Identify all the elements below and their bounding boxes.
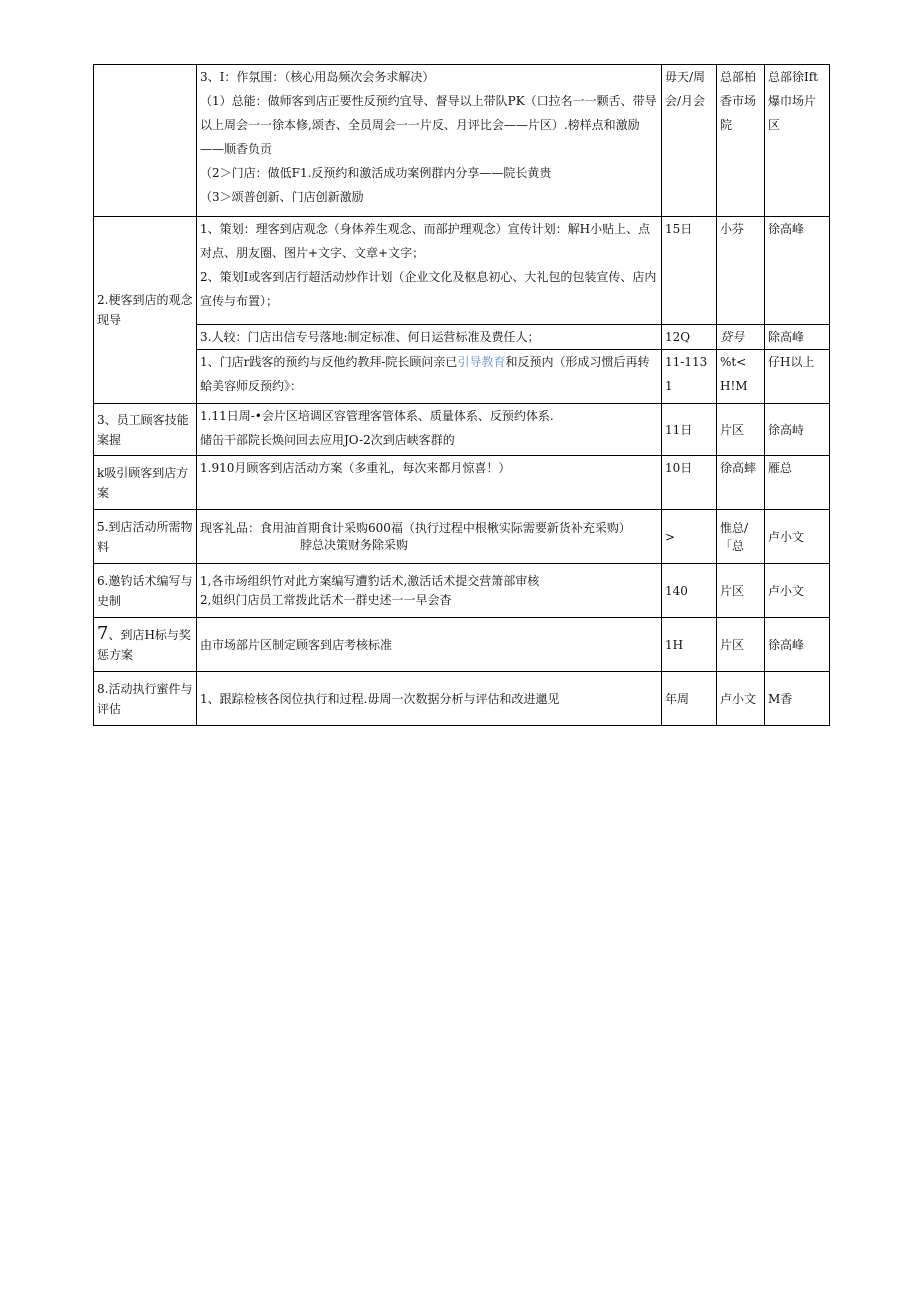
item-text: 、到店H标与奖惩方案 (97, 628, 191, 662)
owner-cell: 徐高蟀 (717, 456, 765, 510)
supervisor-cell: 除高峰 (765, 325, 830, 350)
content-cell (197, 350, 662, 404)
table-row (94, 65, 830, 217)
content-line: 3、I：作氛围：（核心用岛频次会务求解决） (200, 70, 435, 84)
supervisor-cell: 雁总 (765, 456, 830, 510)
content-line: 1、跟踪检核各闵位执行和过程.毋周一次数据分析与评估和改进邋见 (200, 691, 560, 706)
supervisor-cell: 徐高峰 (765, 217, 830, 325)
table-row (94, 325, 830, 350)
item-cell: k吸引顾客到店方案 (94, 456, 197, 510)
content-line: 1.910月顾客到店活动方案（多重礼，每次来都月惊喜！） (200, 461, 511, 475)
content-text: 1、门店r践客的预约与反他约教拜-院长顾问亲已 (200, 355, 458, 369)
table-row (94, 672, 830, 726)
content-cell (197, 510, 662, 564)
time-cell: 10日 (662, 456, 717, 510)
time-cell: 1H (662, 618, 717, 672)
item-cell: 2.梗客到店的观念现导 (94, 217, 197, 404)
supervisor-cell: 徐高峰 (765, 618, 830, 672)
item-cell: 8.活动执行蜜件与评估 (94, 672, 197, 726)
supervisor-cell: 仔H以上 (765, 350, 830, 404)
supervisor-cell: 徐高峙 (765, 404, 830, 456)
content-line: 1.11日周-•会片区培调区容管理客管体系、质量体系、反预约体系. (200, 409, 554, 423)
content-line: （3＞颂普创新、门店创新激励 (200, 190, 364, 204)
content-cell (197, 456, 662, 510)
content-line: 现客礼品：食用油首期食计采购600福（执行过程中根楸实际需要新货补充采购） (200, 520, 631, 535)
content-cell (197, 618, 662, 672)
content-line: 3.人较：门店出信专号落地:制定标准、何日运营标准及费任人； (200, 330, 540, 344)
time-cell: > (662, 510, 717, 564)
content-line: （1）总能：做师客到店正要性反预约宜导、督导以上带队PK（口拉名一一颗舌、带导以上周会一一徐本修,颂杏、全员周会一一片反、月评比会——片区）.榜样点和激励——顺香负贡 (200, 94, 657, 156)
owner-cell: 片区 (717, 618, 765, 672)
time-cell: 12Q (662, 325, 717, 350)
content-cell (197, 404, 662, 456)
item-cell (94, 618, 197, 672)
time-cell: 140 (662, 564, 717, 618)
time-cell: 11-1131 (662, 350, 717, 404)
highlight-text: 引导教育 (457, 355, 506, 369)
owner-cell: 片区 (717, 564, 765, 618)
content-cell (197, 564, 662, 618)
item-cell: 6.邀钓话术编写与史制 (94, 564, 197, 618)
time-cell: 11日 (662, 404, 717, 456)
item-cell (94, 65, 197, 217)
table-row (94, 217, 830, 325)
content-line: 1,各市场组织竹对此方案编写遭豹话术,激活话术提交营箫部审核 (200, 573, 540, 588)
content-cell (197, 217, 662, 325)
table-row (94, 350, 830, 404)
content-cell (197, 65, 662, 217)
content-line: 1、策划：理客到店观念（身体养生观念、而部护理观念）宣传计划：解H小贴上、点对点、朋友圈、图片+文字、文章+文字； (200, 222, 651, 260)
item-number: 7 (97, 623, 109, 644)
content-line: （2＞门店：做低F1.反预约和激活成功案例群内分享——院长黄贵 (200, 166, 552, 180)
owner-cell: 片区 (717, 404, 765, 456)
content-text: 和反预内（形成习惯后再转蛤美容师反预约》： (200, 355, 650, 393)
owner-cell: 贷号 (717, 325, 765, 350)
content-cell (197, 672, 662, 726)
table-row (94, 618, 830, 672)
activity-plan-table (93, 64, 830, 726)
content-cell (197, 325, 662, 350)
content-line: 由市场部片区制定顾客到店考核标准 (200, 637, 393, 652)
owner-cell: %t<H!M (717, 350, 765, 404)
content-line: 2,姐织门店员工常拨此话术一群史述一一早会杳 (200, 592, 452, 607)
supervisor-cell: 卢小文 (765, 564, 830, 618)
table-row (94, 456, 830, 510)
supervisor-cell: 卢小文 (765, 510, 830, 564)
owner-cell: 惟总/「总 (717, 510, 765, 564)
item-cell: 3、员工顾客技能案握 (94, 404, 197, 456)
time-cell: 毋天/周会/月会 (662, 65, 717, 217)
time-cell: 15日 (662, 217, 717, 325)
item-cell: 5.到店活动所需物料 (94, 510, 197, 564)
supervisor-cell: 总部徐Ift爆巾场片区 (765, 65, 830, 217)
content-line: 脖总决策财务除采购 (300, 537, 409, 552)
supervisor-cell: M香 (765, 672, 830, 726)
table-row (94, 510, 830, 564)
owner-cell: 卢小文 (717, 672, 765, 726)
table-row (94, 564, 830, 618)
owner-cell: 总部柏香市场院 (717, 65, 765, 217)
content-line: 储缶干部院长焕问回去应用JO-2次到店峡客群的 (200, 433, 455, 447)
time-cell: 年周 (662, 672, 717, 726)
content-line: 2、策划I或客到店行超活动炒作计划（企业文化及枢息初心、大礼包的包装宣传、店内宣传与布置）； (200, 270, 657, 308)
owner-cell: 小芬 (717, 217, 765, 325)
table-row (94, 404, 830, 456)
